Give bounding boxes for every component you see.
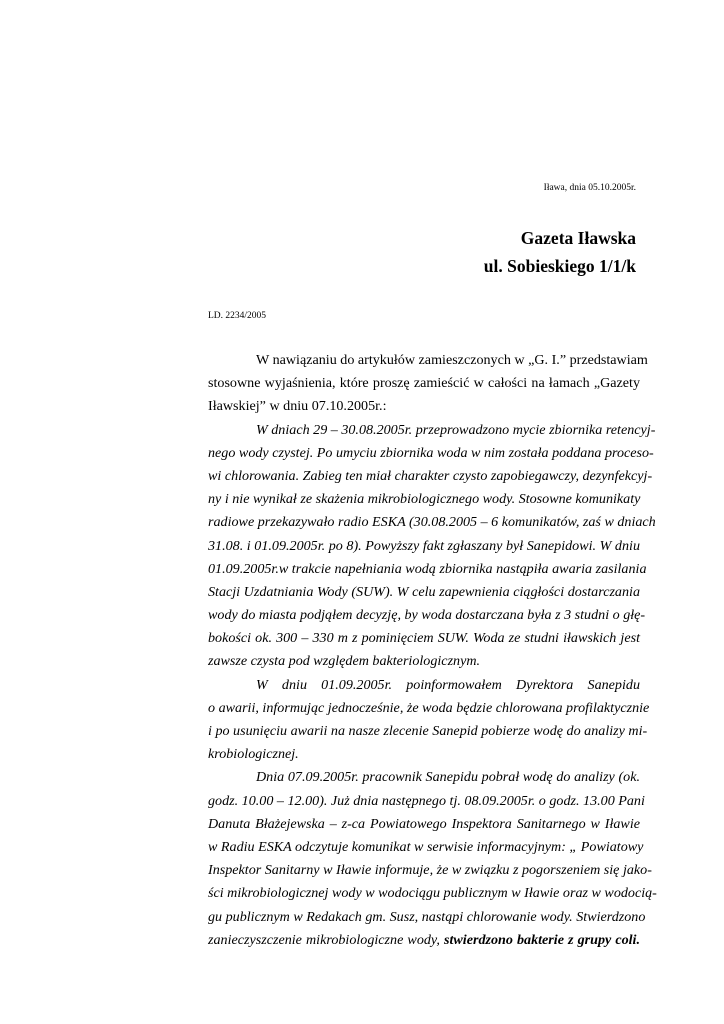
- body-line-text: zanieczyszczenie mikrobiologiczne wody,: [208, 931, 440, 948]
- body-line: w Radiu ESKA odczytuje komunikat w serwisie informacyjnym: „ Powiatowy: [208, 838, 644, 855]
- letter-body: [208, 349, 657, 952]
- body-line: zawsze czysta pod względem bakteriologicznym.: [208, 653, 481, 670]
- body-line: krobiologicznej.: [208, 746, 299, 763]
- body-line: gu publicznym w Redakach gm. Susz, nastąpi chlorowanie wody. Stwierdzono: [208, 908, 646, 925]
- body-line: 31.08. i 01.09.2005r. po 8). Powyższy fakt zgłaszany był Sanepidowi. W dniu: [208, 537, 640, 554]
- place-and-date: Iława, dnia 05.10.2005r.: [543, 183, 636, 193]
- body-line: nego wody czystej. Po umyciu zbiornika woda w nim została poddana proceso-: [208, 444, 654, 461]
- bold-emphasis: stwierdzono bakterie z grupy coli.: [444, 931, 641, 948]
- body-line: W nawiązaniu do artykułów zamieszczonych w „G. I.” przedstawiam: [256, 352, 648, 368]
- body-line: bokości ok. 300 – 330 m z pominięciem SUW. Woda ze studni iławskich jest: [208, 630, 640, 647]
- body-line: i po usunięciu awarii na nasze zlecenie Sanepid pobierze wodę do analizy mi-: [208, 723, 648, 739]
- body-line: W dniu 01.09.2005r. poinformowałem Dyrektora Sanepidu: [256, 676, 640, 693]
- body-line: Dnia 07.09.2005r. pracownik Sanepidu pobrał wodę do analizy (ok.: [256, 769, 640, 786]
- addressee-street: ul. Sobieskiego 1/1/k: [483, 256, 636, 276]
- body-line: W dniach 29 – 30.08.2005r. przeprowadzono mycie zbiornika retencyj-: [256, 421, 656, 438]
- body-line: ny i nie wynikał ze skażenia mikrobiologicznego wody. Stosowne komunikaty: [208, 491, 641, 508]
- body-line: radiowe przekazywało radio ESKA (30.08.2005 – 6 komunikatów, zaś w dniach: [208, 514, 656, 531]
- body-line: Iławskiej” w dniu 07.10.2005r.:: [208, 398, 387, 415]
- body-line: stosowne wyjaśnienia, które proszę zamieścić w całości na łamach „Gazety: [208, 375, 640, 392]
- body-line-last: [208, 929, 640, 952]
- body-line: wi chlorowania. Zabieg ten miał charakter czysto zapobiegawczy, dezynfekcyj-: [208, 467, 653, 484]
- body-line: Danuta Błażejewska – z-ca Powiatowego Inspektora Sanitarnego w Iławie: [208, 815, 640, 832]
- body-line: ści mikrobiologicznej wody w wodociągu publicznym w Iławie oraz w wodocią-: [208, 885, 657, 902]
- body-line: Inspektor Sanitarny w Iławie informuje, że w związku z pogorszeniem się jako-: [208, 862, 652, 879]
- body-line: o awarii, informując jednocześnie, że woda będzie chlorowana profilaktycznie: [208, 699, 650, 716]
- body-line: Stacji Uzdatniania Wody (SUW). W celu zapewnienia ciągłości dostarczania: [208, 583, 640, 600]
- body-line: wody do miasta podjąłem decyzję, by woda dostarczana była z 3 studni o głę-: [208, 607, 646, 624]
- reference-number: LD. 2234/2005: [208, 311, 267, 321]
- body-line: 01.09.2005r.w trakcie napełniania wodą zbiornika nastąpiła awaria zasilania: [208, 560, 647, 577]
- body-line: godz. 10.00 – 12.00). Już dnia następnego tj. 08.09.2005r. o godz. 13.00 Pani: [208, 792, 645, 809]
- addressee-name: Gazeta Iławska: [520, 228, 636, 248]
